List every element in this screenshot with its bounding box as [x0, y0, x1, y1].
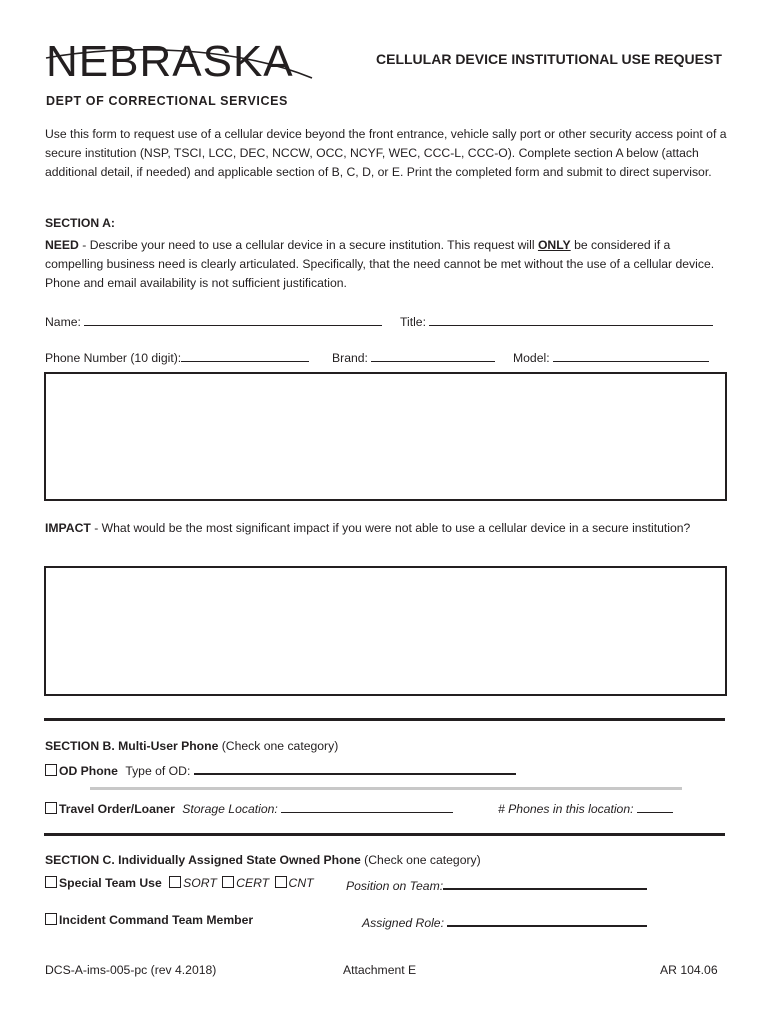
- phone-row: [45, 349, 309, 365]
- section-a-heading: SECTION A:: [45, 216, 115, 230]
- footer-attachment: Attachment E: [343, 963, 417, 977]
- name-row: [45, 313, 382, 329]
- special-team-label: Special Team Use: [59, 876, 162, 890]
- section-c-note: (Check one category): [360, 853, 481, 867]
- phone-field[interactable]: [181, 349, 309, 362]
- role-row: [362, 913, 647, 930]
- role-label: Assigned Role:: [362, 916, 444, 930]
- sort-label: SORT: [183, 876, 217, 890]
- incident-row: [45, 913, 253, 927]
- section-b-title: SECTION B. Multi-User Phone: [45, 739, 219, 753]
- cnt-checkbox[interactable]: [275, 876, 287, 888]
- need-paragraph: [45, 236, 730, 292]
- title-label: Title:: [400, 315, 426, 329]
- brand-label: Brand:: [332, 351, 368, 365]
- od-phone-label: OD Phone: [59, 764, 118, 778]
- brand-field[interactable]: [371, 349, 495, 362]
- phone-label: Phone Number (10 digit):: [45, 351, 182, 365]
- need-label: NEED: [45, 238, 79, 252]
- od-phone-row: [45, 761, 516, 778]
- section-divider-2: [44, 833, 725, 836]
- form-title: CELLULAR DEVICE INSTITUTIONAL USE REQUEST: [376, 51, 722, 67]
- special-team-row: [45, 876, 314, 890]
- impact-paragraph: [45, 519, 730, 538]
- position-label: Position on Team:: [346, 879, 444, 893]
- model-label: Model:: [513, 351, 550, 365]
- need-only: ONLY: [537, 238, 571, 252]
- travel-checkbox[interactable]: [45, 802, 57, 814]
- od-type-label: Type of OD:: [125, 764, 191, 778]
- cert-checkbox[interactable]: [222, 876, 234, 888]
- title-row: [400, 313, 713, 329]
- logo-wordmark: NEBRASKA: [46, 37, 294, 86]
- section-b-heading: [45, 737, 730, 756]
- footer-form-id: DCS-A-ims-005-pc (rev 4.2018): [45, 963, 217, 977]
- phones-location-row: [498, 800, 673, 816]
- need-text-2: be considered if a compelling business need is clearly articulated. Specifically, that the need cannot be met without the use of a cellular device. Phone and email availability is not sufficient justification.: [45, 238, 715, 290]
- logo-department: DEPT OF CORRECTIONAL SERVICES: [46, 94, 288, 108]
- footer-ar: AR 104.06: [660, 963, 718, 977]
- storage-field[interactable]: [281, 800, 453, 813]
- od-phone-checkbox[interactable]: [45, 764, 57, 776]
- need-text-box[interactable]: [44, 372, 727, 501]
- impact-text: - What would be the most significant impact if you were not able to use a cellular device in a secure institution?: [90, 521, 691, 535]
- brand-row: [332, 349, 495, 365]
- name-label: Name:: [45, 315, 81, 329]
- model-row: [513, 349, 709, 365]
- section-b-gray-divider: [90, 787, 682, 790]
- travel-label: Travel Order/Loaner: [59, 802, 175, 816]
- incident-checkbox[interactable]: [45, 913, 57, 925]
- intro-paragraph: Use this form to request use of a cellular device beyond the front entrance, vehicle sally port or other security access point of a secure institution (NSP, TSCI, LCC, DEC, NCCW, OCC, NCYF, WEC, CCC-L, CCC-O). Complete section A below (attach additional detail, if needed) and applicable section of B, C, D, or E. Print the completed form and submit to direct supervisor.: [45, 127, 727, 179]
- impact-label: IMPACT: [45, 521, 91, 535]
- od-type-field[interactable]: [194, 761, 516, 775]
- section-c-title: SECTION C. Individually Assigned State Owned Phone: [45, 853, 361, 867]
- phones-location-field[interactable]: [637, 800, 673, 813]
- incident-label: Incident Command Team Member: [59, 913, 254, 927]
- cnt-label: CNT: [288, 876, 314, 890]
- need-text-1: - Describe your need to use a cellular device in a secure institution. This request will: [78, 238, 538, 252]
- name-field[interactable]: [84, 313, 382, 326]
- travel-row: [45, 800, 453, 816]
- title-field[interactable]: [429, 313, 713, 326]
- section-divider: [44, 718, 725, 721]
- phones-location-label: # Phones in this location:: [498, 802, 634, 816]
- role-field[interactable]: [447, 913, 647, 927]
- position-field[interactable]: [443, 876, 647, 890]
- model-field[interactable]: [553, 349, 709, 362]
- section-c-heading: [45, 851, 730, 870]
- position-row: [346, 876, 647, 893]
- storage-label: Storage Location:: [182, 802, 278, 816]
- cert-label: CERT: [236, 876, 270, 890]
- section-b-note: (Check one category): [218, 739, 339, 753]
- sort-checkbox[interactable]: [169, 876, 181, 888]
- special-team-checkbox[interactable]: [45, 876, 57, 888]
- impact-text-box[interactable]: [44, 566, 727, 696]
